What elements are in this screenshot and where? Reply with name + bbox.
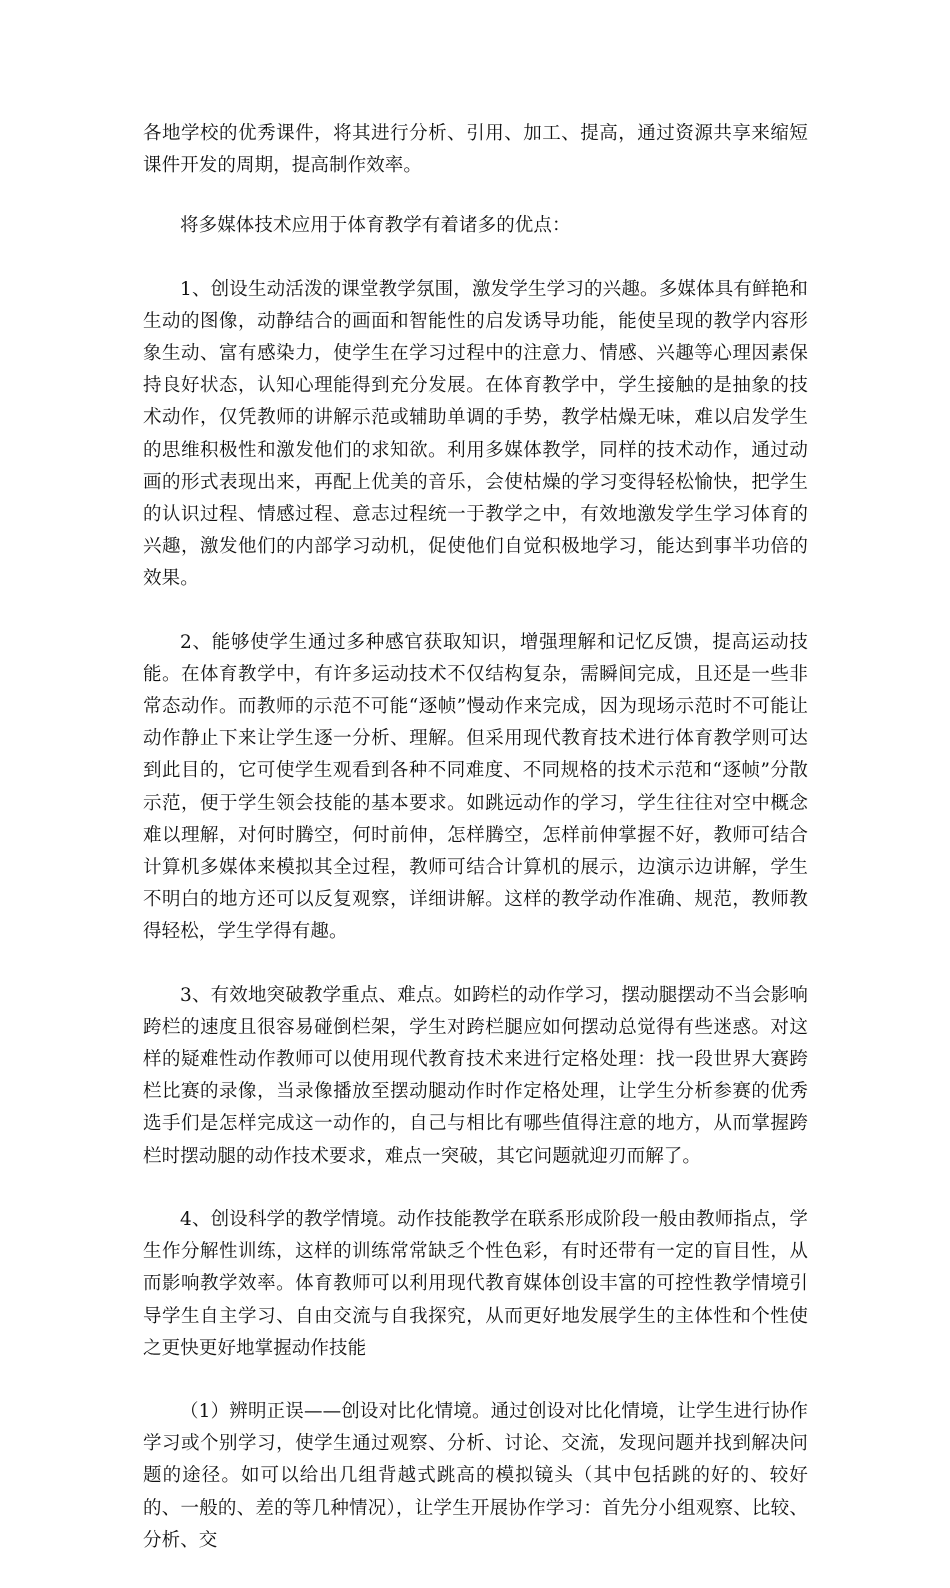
paragraph-point-1: 1、创设生动活泼的课堂教学氛围，激发学生学习的兴趣。多媒体具有鲜艳和生动的图像，动静结合的画面和智能性的启发诱导功能，能使呈现的教学内容形象生动、富有感染力，使学生在学习过程中的注意力、情感、兴趣等心理因素保持良好状态，认知心理能得到充分发展。在体育教学中，学生接触的是抽象的技术动作，仅凭教师的讲解示范或辅助单调的手势，教学枯燥无味，难以启发学生的思维积极性和激发他们的求知欲。利用多媒体教学，同样的技术动作，通过动画的形式表现出来，再配上优美的音乐，会使枯燥的学习变得轻松愉快，把学生的认识过程、情感过程、意志过程统一于教学之中，有效地激发学生学习体育的兴趣，激发他们的内部学习动机，促使他们自觉积极地学习，能达到事半功倍的效果。 (143, 278, 808, 590)
paragraph-point-3: 3、有效地突破教学重点、难点。如跨栏的动作学习，摆动腿摆动不当会影响跨栏的速度且很容易碰倒栏架，学生对跨栏腿应如何摆动总觉得有些迷惑。对这样的疑难性动作教师可以使用现代教育技术来进行定格处理：找一段世界大赛跨栏比赛的录像，当录像播放至摆动腿动作时作定格处理，让学生分析参赛的优秀选手们是怎样完成这一动作的，自己与相比有哪些值得注意的地方，从而掌握跨栏时摆动腿的动作技术要求，难点一突破，其它问题就迎刃而解了。 (143, 984, 808, 1167)
paragraph-subpoint-1: （1）辨明正误——创设对比化情境。通过创设对比化情境，让学生进行协作学习或个别学习，使学生通过观察、分析、讨论、交流，发现问题并找到解决问题的途径。如可以给出几组背越式跳高的模拟镜头（其中包括跳的好的、较好的、一般的、差的等几种情况），让学生开展协作学习：首先分小组观察、比较、分析、交 (143, 1400, 808, 1551)
paragraph-point-2: 2、能够使学生通过多种感官获取知识，增强理解和记忆反馈，提高运动技能。在体育教学中，有许多运动技术不仅结构复杂，需瞬间完成，且还是一些非常态动作。而教师的示范不可能“逐帧”慢动作来完成，因为现场示范时不可能让动作静止下来让学生逐一分析、理解。但采用现代教育技术进行体育教学则可达到此目的，它可使学生观看到各种不同难度、不同规格的技术示范和“逐帧”分散示范，便于学生领会技能的基本要求。如跳远动作的学习，学生往往对空中概念难以理解，对何时腾空，何时前伸，怎样腾空，怎样前伸掌握不好，教师可结合计算机多媒体来模拟其全过程，教师可结合计算机的展示，边演示边讲解，学生不明白的地方还可以反复观察，详细讲解。这样的教学动作准确、规范，教师教得轻松，学生学得有趣。 (143, 631, 808, 943)
document-body (143, 118, 808, 1588)
paragraph-intro: 将多媒体技术应用于体育教学有着诸多的优点： (180, 215, 571, 237)
paragraph-point-4: 4、创设科学的教学情境。动作技能教学在联系形成阶段一般由教师指点，学生作分解性训练，这样的训练常常缺乏个性色彩，有时还带有一定的盲目性，从而影响教学效率。体育教师可以利用现代教育媒体创设丰富的可控性教学情境引导学生自主学习、自由交流与自我探究，从而更好地发展学生的主体性和个性使之更快更好地掌握动作技能 (143, 1208, 808, 1359)
paragraph-continuation: 各地学校的优秀课件，将其进行分析、引用、加工、提高，通过资源共享来缩短课件开发的周期，提高制作效率。 (143, 123, 808, 177)
